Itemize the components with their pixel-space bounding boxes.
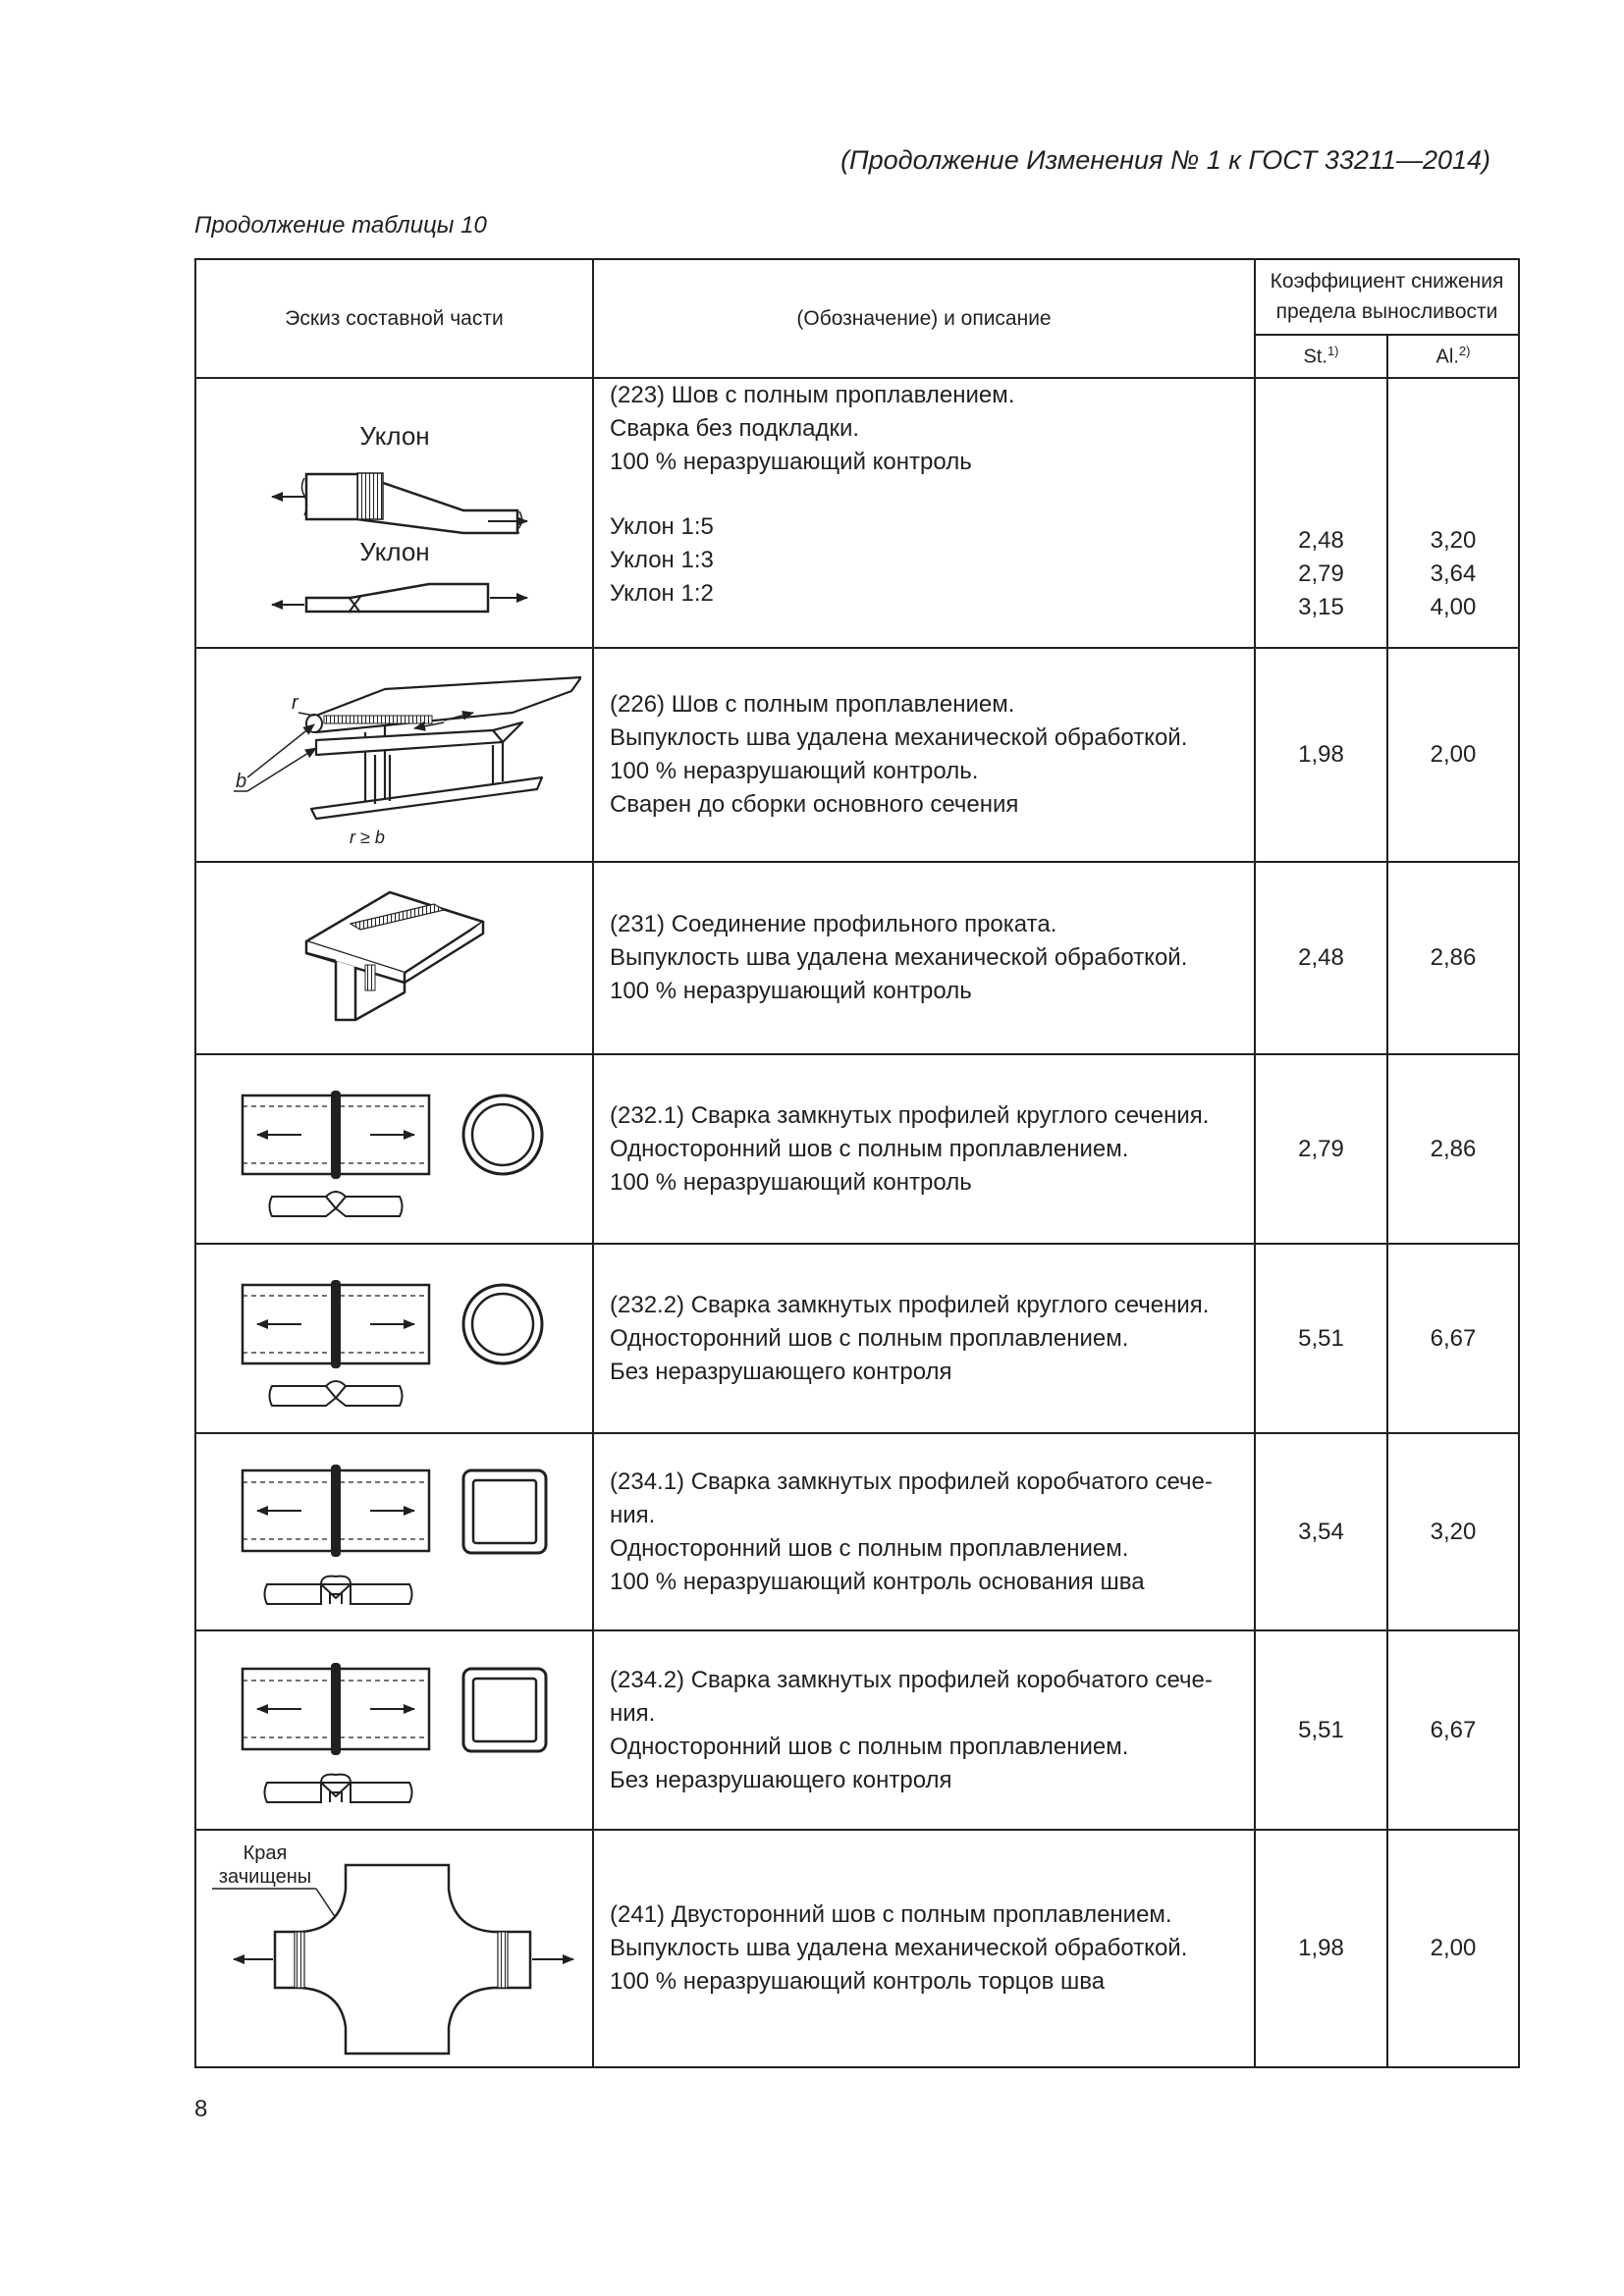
edges-label: зачищены (218, 1866, 311, 1888)
edges-label: Края (243, 1842, 287, 1864)
description-cell: (241) Двусторонний шов с полным проплавлением. Выпуклость шва удалена механической обработкой. 100 % неразрушающий контроль торцов шва (593, 1830, 1255, 2067)
table-caption: Продолжение таблицы 10 (194, 212, 487, 239)
table-row (195, 1630, 1519, 1830)
aluminium-value-cell: 3,20 3,64 4,00 (1387, 378, 1519, 648)
aluminium-value-cell: 2,00 (1387, 648, 1519, 862)
table-row (195, 1244, 1519, 1433)
box-profile-weld-drawing (228, 1449, 562, 1616)
page-number: 8 (194, 2096, 208, 2122)
fatigue-coefficient-table (194, 258, 1520, 2068)
aluminium-value-cell: 2,00 (1387, 1830, 1519, 2067)
table-row (195, 1433, 1519, 1630)
sketch-cell (195, 648, 593, 862)
sketch-cell (195, 1830, 593, 2067)
round-tube-weld-drawing (228, 1071, 562, 1228)
description-cell: (234.1) Сварка замкнутых профилей коробчатого сече- ния. Односторонний шов с полным проплавлением. 100 % неразрушающий контроль основания шва (593, 1433, 1255, 1630)
description-cell: (234.2) Сварка замкнутых профилей коробчатого сече- ния. Односторонний шов с полным проплавлением. Без неразрушающего контроля (593, 1630, 1255, 1830)
description-cell: (231) Соединение профильного проката. Выпуклость шва удалена механической обработкой. 100 % неразрушающий контроль (593, 862, 1255, 1054)
t-profile-joint-drawing (297, 884, 493, 1032)
steel-value-cell: 1,98 (1255, 648, 1387, 862)
aluminium-value-cell: 6,67 (1387, 1630, 1519, 1830)
header-sketch: Эскиз составной части (195, 259, 593, 378)
width-label: b (235, 771, 246, 792)
steel-value-cell: 5,51 (1255, 1244, 1387, 1433)
sketch-cell (195, 1630, 593, 1830)
table-header-row (195, 259, 1519, 335)
slope-label: Уклон (358, 420, 430, 451)
sketch-cell (195, 378, 593, 648)
description-cell: (232.1) Сварка замкнутых профилей круглого сечения. Односторонний шов с полным проплавлением. 100 % неразрушающий контроль (593, 1054, 1255, 1244)
steel-value-cell: 3,54 (1255, 1433, 1387, 1630)
taper-butt-weld-drawing (247, 396, 542, 631)
steel-value-cell: 2,48 2,79 3,15 (1255, 378, 1387, 648)
i-beam-weld-drawing (208, 662, 581, 848)
aluminium-value-cell: 2,86 (1387, 862, 1519, 1054)
slope-label: Уклон (358, 536, 430, 566)
steel-value-cell: 2,79 (1255, 1054, 1387, 1244)
steel-value-cell: 2,48 (1255, 862, 1387, 1054)
header-aluminium: Al.$^{2)}$ (1387, 335, 1519, 378)
round-tube-weld-drawing (228, 1260, 562, 1417)
aluminium-value-cell: 3,20 (1387, 1433, 1519, 1630)
table-row (195, 1830, 1519, 2067)
aluminium-value-cell: 2,86 (1387, 1054, 1519, 1244)
description-cell: (226) Шов с полным проплавлением. Выпуклость шва удалена механической обработкой. 100 % неразрушающий контроль. Сварен до сборки основного сечения (593, 648, 1255, 862)
sketch-cell (195, 1054, 593, 1244)
document-reference: (Продолжение Изменения № 1 к ГОСТ 33211—2014) (840, 145, 1490, 175)
description-cell: (232.2) Сварка замкнутых профилей круглого сечения. Односторонний шов с полным проплавлением. Без неразрушающего контроля (593, 1244, 1255, 1433)
header-steel: St.$^{1)}$ (1255, 335, 1387, 378)
sketch-cell (195, 862, 593, 1054)
sketch-cell (195, 1244, 593, 1433)
steel-value-cell: 1,98 (1255, 1830, 1387, 2067)
condition-label: r ≥ b (349, 828, 385, 847)
description-cell: (223) Шов с полным проплавлением. Сварка без подкладки. 100 % неразрушающий контроль Уклон 1:5 Уклон 1:3 Уклон 1:2 (593, 378, 1255, 648)
sketch-cell (195, 1433, 593, 1630)
header-description: (Обозначение) и описание (593, 259, 1255, 378)
header-coefficient: Коэффициент снижения предела выносливости (1255, 259, 1519, 335)
table-row (195, 378, 1519, 648)
box-profile-weld-drawing (228, 1647, 562, 1814)
table-row (195, 862, 1519, 1054)
table-row (195, 1054, 1519, 1244)
table-row (195, 648, 1519, 862)
radius-label: r (291, 692, 298, 714)
steel-value-cell: 5,51 (1255, 1630, 1387, 1830)
aluminium-value-cell: 6,67 (1387, 1244, 1519, 1433)
cruciform-joint-drawing (198, 1836, 591, 2061)
